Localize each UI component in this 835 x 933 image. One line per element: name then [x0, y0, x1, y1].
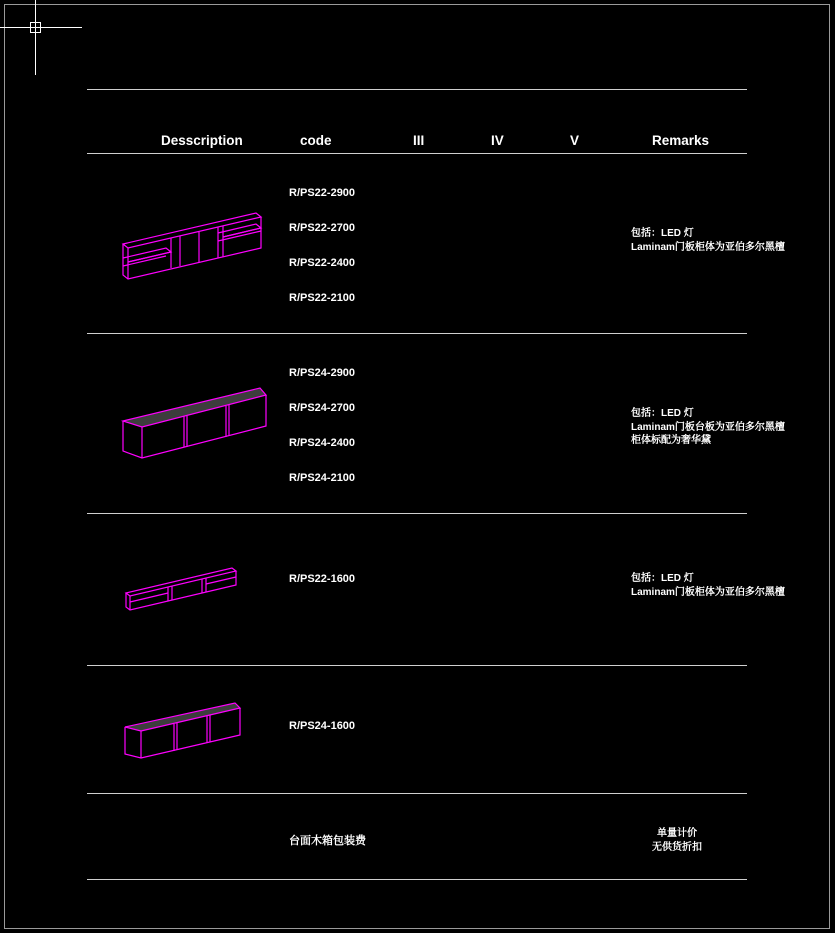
remark-line: 包括：LED 灯 [631, 573, 694, 584]
row-divider [87, 333, 747, 334]
remark-line: Laminam门板台板为亚伯多尔黑檀 [631, 421, 785, 433]
product-code: R/PS24-2100 [289, 472, 356, 484]
remarks-cell [631, 227, 785, 254]
remark-line: 单量计价 [657, 828, 697, 839]
product-code: R/PS22-2100 [289, 292, 356, 304]
product-code: R/PS22-2700 [289, 222, 356, 234]
packaging-fee-label: 台面木箱包装费 [289, 835, 366, 847]
header-remarks: Remarks [652, 133, 710, 148]
cabinet-drawing-ps22-1600 [122, 565, 242, 615]
cabinet-drawing-ps24-closed-doors [118, 385, 273, 465]
product-code: R/PS24-2900 [289, 367, 356, 379]
remark-line: 无供货折扣 [652, 841, 702, 853]
product-code: R/PS22-2900 [289, 187, 356, 199]
product-code: R/PS22-2400 [289, 257, 356, 269]
footer-remarks [635, 827, 719, 854]
remark-line: 柜体标配为奢华黛 [631, 435, 711, 446]
cabinet-drawing-ps22-open-shelves [118, 210, 268, 285]
header-col-iv: IV [491, 133, 504, 148]
product-code: R/PS24-1600 [289, 720, 356, 732]
header-divider [87, 153, 747, 154]
remark-line: 包括：LED 灯 [631, 228, 694, 239]
header-description: Desscription [161, 133, 243, 148]
cabinet-drawing-ps24-1600 [121, 700, 246, 762]
header-col-iii: III [413, 133, 425, 148]
table-top-line [87, 89, 747, 90]
remark-line: 包括：LED 灯 [631, 408, 694, 419]
remark-line: Laminam门板柜体为亚伯多尔黑檀 [631, 241, 785, 253]
row-divider [87, 513, 747, 514]
table-bottom-line [87, 879, 747, 880]
product-code: R/PS24-2700 [289, 402, 356, 414]
product-code: R/PS22-1600 [289, 573, 356, 585]
row-divider [87, 793, 747, 794]
header-col-v: V [570, 133, 580, 148]
remarks-cell [631, 572, 785, 599]
product-code: R/PS24-2400 [289, 437, 356, 449]
row-divider [87, 665, 747, 666]
header-code: code [300, 133, 332, 148]
remark-line: Laminam门板柜体为亚伯多尔黑檀 [631, 586, 785, 598]
remarks-cell [631, 407, 785, 448]
